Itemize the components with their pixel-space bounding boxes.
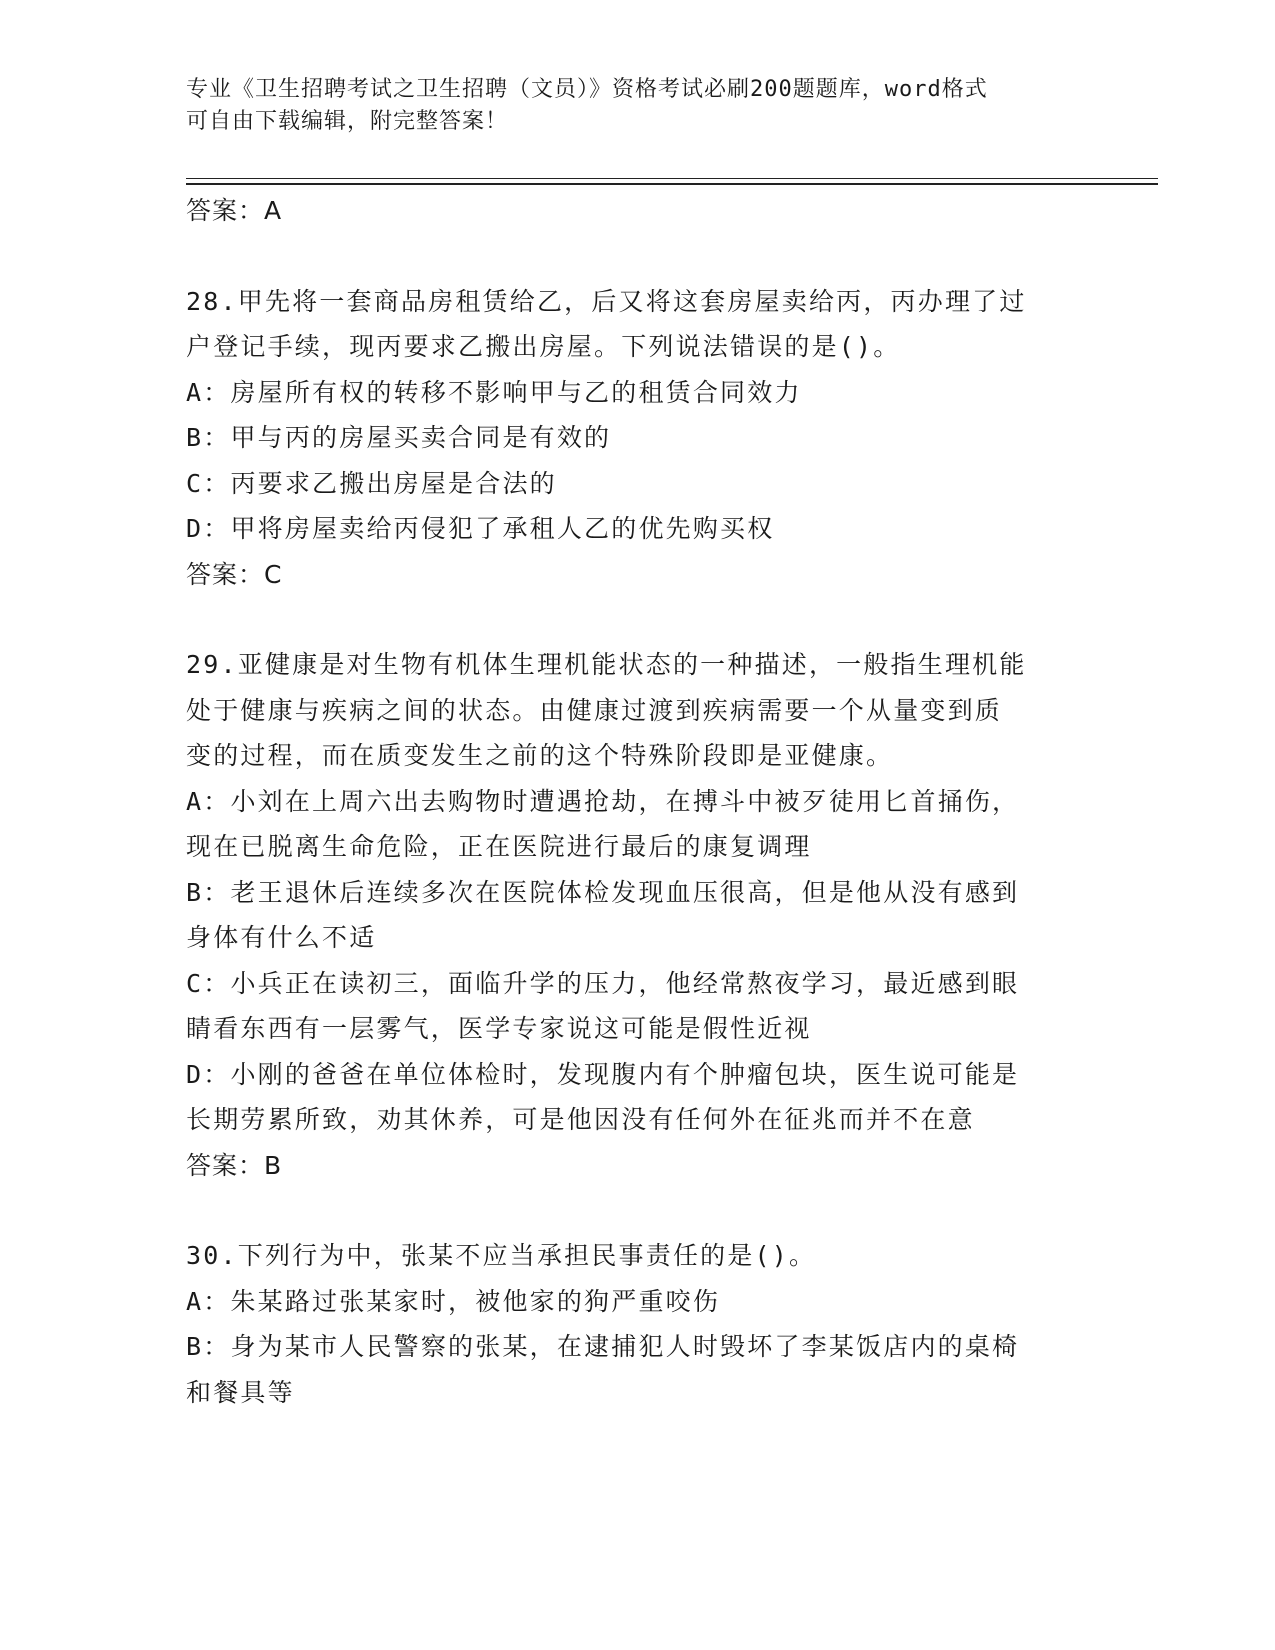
- spacer: [186, 597, 1086, 642]
- option-b-cont: 身体有什么不适: [186, 923, 377, 952]
- option-b: B：甲与丙的房屋买卖合同是有效的: [186, 423, 612, 452]
- option-c-cont: 睛看东西有一层雾气，医学专家说这可能是假性近视: [186, 1014, 812, 1043]
- question-text-line: 处于健康与疾病之间的状态。由健康过渡到疾病需要一个从量变到质: [186, 695, 1003, 725]
- header-rule-bottom: [186, 183, 1158, 185]
- option-d: D：小刚的爸爸在单位体检时，发现腹内有个肿瘤包块，医生说可能是: [186, 1059, 1020, 1089]
- answer: 答案：B: [186, 1150, 283, 1180]
- option-a: A：小刘在上周六出去购物时遭遇抢劫，在搏斗中被歹徒用匕首捅伤，: [186, 786, 1020, 816]
- previous-answer: 答案：A: [186, 196, 283, 225]
- question-text-line: 28.甲先将一套商品房租赁给乙，后又将这套房屋卖给丙，丙办理了过: [186, 286, 1027, 316]
- answer: 答案：C: [186, 559, 283, 589]
- option-d: D：甲将房屋卖给丙侵犯了承租人乙的优先购买权: [186, 514, 775, 543]
- question-29: [186, 642, 1086, 1188]
- document-header: [186, 74, 1086, 138]
- option-b: B：老王退休后连续多次在医院体检发现血压很高，但是他从没有感到: [186, 877, 1020, 907]
- option-b: B：身为某市人民警察的张某，在逮捕犯人时毁坏了李某饭店内的桌椅: [186, 1332, 1020, 1361]
- spacer: [186, 234, 1086, 279]
- spacer: [186, 1188, 1086, 1233]
- header-rule-top: [186, 178, 1158, 179]
- option-a: A：房屋所有权的转移不影响甲与乙的租赁合同效力: [186, 377, 802, 407]
- option-d-cont: 长期劳累所致，劝其休养，可是他因没有任何外在征兆而并不在意: [186, 1105, 975, 1134]
- option-a-cont: 现在已脱离生命危险，正在医院进行最后的康复调理: [186, 832, 812, 861]
- option-c: C：小兵正在读初三，面临升学的压力，他经常熬夜学习，最近感到眼: [186, 968, 1020, 998]
- option-c: C：丙要求乙搬出房屋是合法的: [186, 468, 557, 498]
- question-text-line: 29.亚健康是对生物有机体生理机能状态的一种描述，一般指生理机能: [186, 650, 1027, 679]
- question-text-line: 户登记手续，现丙要求乙搬出房屋。下列说法错误的是()。: [186, 332, 901, 361]
- option-a: A：朱某路过张某家时，被他家的狗严重咬伤: [186, 1286, 721, 1316]
- header-line-1: 专业《卫生招聘考试之卫生招聘（文员）》资格考试必刷200题题库，word格式: [186, 77, 988, 102]
- question-text-line: 30.下列行为中，张某不应当承担民事责任的是()。: [186, 1241, 817, 1270]
- question-30: [186, 1233, 1086, 1415]
- question-text-line: 变的过程，而在质变发生之前的这个特殊阶段即是亚健康。: [186, 741, 894, 770]
- option-b-cont: 和餐具等: [186, 1377, 295, 1407]
- header-line-2: 可自由下载编辑，附完整答案！: [186, 109, 509, 134]
- question-28: [186, 279, 1086, 598]
- document-body: [186, 188, 1086, 1415]
